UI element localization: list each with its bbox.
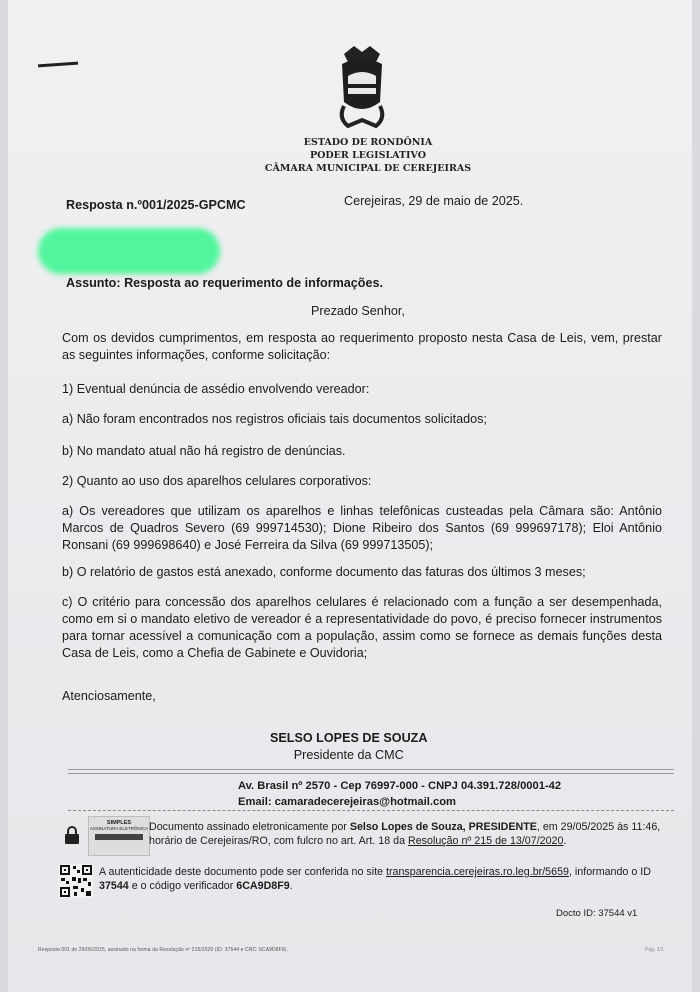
document-page (8, 0, 692, 992)
simples-badge (88, 816, 150, 856)
auth-text: , informando o ID (568, 866, 651, 878)
footer-divider (68, 773, 674, 774)
pen-mark (38, 62, 78, 68)
address-line: Av. Brasil nº 2570 - Cep 76997-000 - CNPJ 04.391.728/0001-42 (238, 780, 562, 792)
letterhead-state: ESTADO DE RONDÔNIA (303, 137, 433, 148)
page-number: Pág. 1/1 (645, 947, 664, 953)
letterhead (248, 136, 488, 175)
esign-text: , em 29/05/2025 às 11:46, horário de Cerejeiras/RO, com fulcro no art. Art. 18 da (149, 821, 661, 847)
letterhead-power: PODER LEGISLATIVO (310, 150, 426, 161)
badge-subtitle: ASSINATURA ELETRÔNICA (89, 826, 149, 831)
signer-role: Presidente da CMC (293, 748, 404, 762)
page-footnote: Resposta 001 de 29/05/2025, assinado na forma da Resolução nº 215/2020 (ID: 37544 e CRC: 6CA9D8F9). (38, 947, 288, 953)
subject-line: Assunto: Resposta ao requerimento de informações. (66, 276, 384, 290)
esign-signer: Selso Lopes de Souza, PRESIDENTE (349, 821, 537, 833)
esign-text: Documento assinado eletronicamente por (149, 821, 350, 833)
auth-text: . (289, 880, 293, 892)
footer-address (238, 778, 561, 810)
resolution-link[interactable]: Resolução nº 215 de 13/07/2020 (408, 835, 564, 847)
signer-name: SELSO LOPES DE SOUZA (270, 731, 428, 745)
document-id: 37544 (99, 880, 129, 892)
intro-paragraph: Com os devidos cumprimentos, em resposta ao requerimento proposto nesta Casa de Leis, vem, prestar as seguintes informações, conforme solicitação: (62, 331, 662, 362)
email-line: Email: camaradecerejeiras@hotmail.com (238, 796, 456, 808)
item-2a: a) Os vereadores que utilizam os aparelhos e linhas telefônicas custeadas pela Câmara são: Antônio Marcos de Quadros Severo (69 999714530); Dione Ribeiro dos Santos (69 999697178); Eloi Antônio Ronsani (69 999698640) e José Ferreira da Silva (69 999713505); (62, 504, 662, 552)
auth-text: e o código verificador (128, 880, 237, 892)
coat-of-arms-icon (334, 40, 390, 132)
docto-id: Docto ID: 37544 v1 (556, 908, 638, 919)
transparency-link[interactable]: transparencia.cerejeiras.ro.leg.br/5659 (385, 866, 569, 878)
item-1a: a) Não foram encontrados nos registros oficiais tais documentos solicitados; (62, 412, 487, 426)
footer-divider (68, 769, 674, 770)
item-1: 1) Eventual denúncia de assédio envolvendo vereador: (62, 382, 370, 396)
verification-code: 6CA9D8F9 (236, 880, 290, 892)
reference-number: Resposta n.º001/2025-GPCMC (66, 198, 246, 212)
item-2c: c) O critério para concessão dos aparelhos celulares é relacionado com a função a ser desempenhada, como em si o mandato eletivo de vereador é a representatividade do povo, é preciso fornecer instrumentos para tornar acessível a comunicação com a população, assim como se fornece as demais funções desta Casa de Leis, como a Chefia de Gabinete e Ouvidoria; (62, 595, 662, 660)
qr-code-icon (59, 864, 93, 898)
authenticity-notice (99, 865, 659, 893)
auth-text: A autenticidade deste documento pode ser conferida no site (99, 866, 386, 878)
footer-divider (68, 810, 674, 811)
esign-text: . (563, 835, 567, 847)
closing: Atenciosamente, (62, 689, 156, 703)
lock-icon (64, 826, 80, 844)
letter-date: Cerejeiras, 29 de maio de 2025. (344, 194, 524, 208)
signature-block (270, 730, 427, 764)
letterhead-chamber: CÂMARA MUNICIPAL DE CEREJEIRAS (264, 163, 472, 174)
esign-notice (149, 820, 689, 848)
badge-title: SIMPLES (106, 820, 132, 826)
redaction-mark (38, 228, 220, 274)
badge-bar (95, 834, 143, 840)
item-2: 2) Quanto ao uso dos aparelhos celulares corporativos: (62, 474, 372, 488)
item-1b: b) No mandato atual não há registro de denúncias. (62, 444, 346, 458)
item-2b: b) O relatório de gastos está anexado, conforme documento das faturas dos últimos 3 meses; (62, 565, 586, 579)
greeting: Prezado Senhor, (311, 304, 405, 318)
